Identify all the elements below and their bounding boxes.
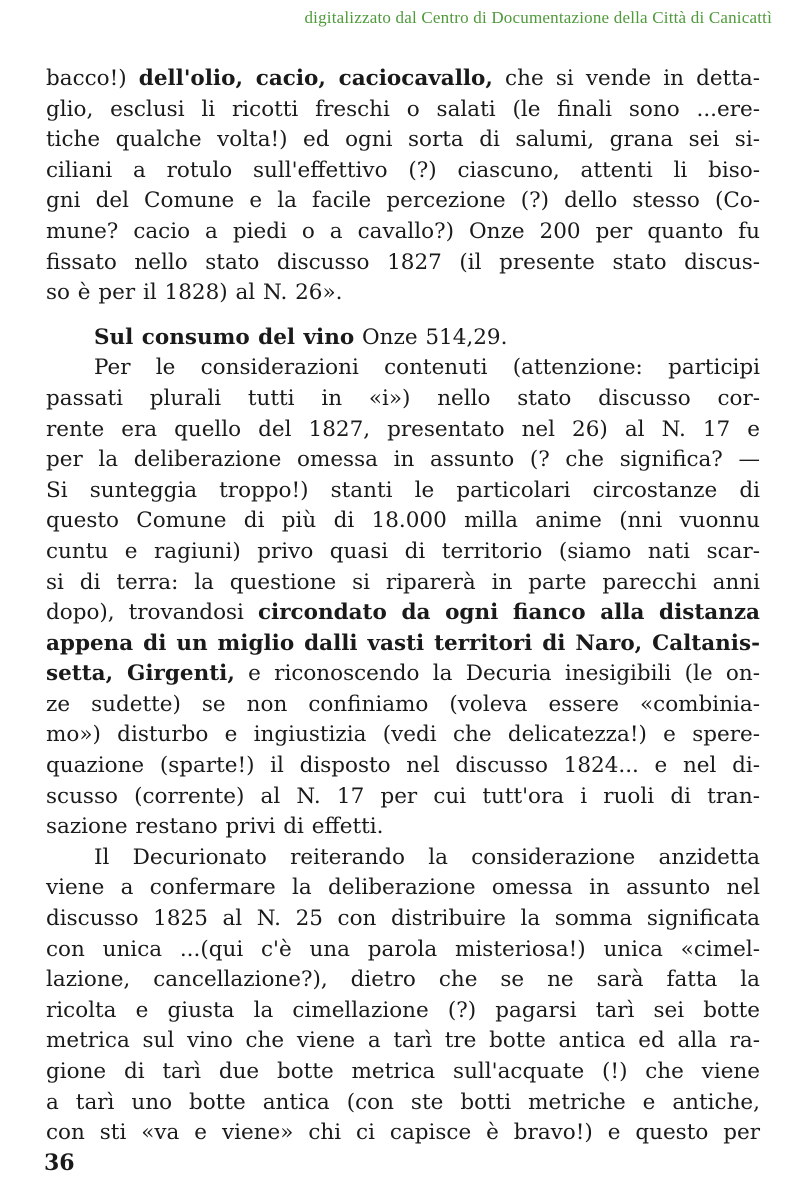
text-line <box>46 476 760 507</box>
text-line <box>46 812 760 843</box>
text-line <box>46 186 760 217</box>
text-line <box>46 384 760 415</box>
text-line <box>46 248 760 279</box>
text-segment: sazione restano privi di effetti. <box>46 814 384 840</box>
text-line <box>46 506 760 537</box>
text-segment: Per le considerazioni contenuti (attenzione: participi <box>94 355 760 381</box>
text-segment: mo») disturbo e ingiustizia (vedi che delicatezza!) e spere- <box>46 722 760 748</box>
text-segment: gione di tarì due botte metrica sull'acquate (!) che viene <box>46 1059 760 1084</box>
bold-text-segment: appena di un miglio dalli vasti territori di Naro, Caltanis- <box>46 630 760 656</box>
text-segment: che si vende in detta- <box>492 66 760 91</box>
text-segment: e riconoscendo la Decuria inesigibili (le on- <box>234 661 760 687</box>
text-line <box>46 353 760 384</box>
text-segment: glio, esclusi li ricotti freschi o salati (le finali sono ...ere- <box>46 96 760 122</box>
text-segment: metrica sul vino che viene a tarì tre botte antica ed alla ra- <box>46 1028 760 1054</box>
text-line <box>46 659 760 690</box>
text-segment: cuntu e ragiuni) privo quasi di territorio (siamo nati scar- <box>46 538 760 564</box>
text-line <box>46 843 760 874</box>
text-line <box>46 904 760 935</box>
text-line <box>46 751 760 782</box>
text-segment: tiche qualche volta!) ed ogni sorta di salumi, grana sei si- <box>46 127 760 153</box>
text-line <box>46 278 760 309</box>
page-number: 36 <box>44 1150 75 1176</box>
text-segment: a tarì uno botte antica (con ste botti metriche e antiche, <box>46 1089 760 1115</box>
text-line <box>46 873 760 904</box>
text-line <box>46 1118 760 1149</box>
text-line <box>46 690 760 721</box>
text-line <box>46 95 760 126</box>
text-segment: con unica ...(qui c'è una parola misteriosa!) unica «cimel- <box>46 936 760 962</box>
text-segment: si di terra: la questione si riparerà in parte parecchi anni <box>46 569 760 595</box>
text-segment: mune? cacio a piedi o a cavallo?) Onze 200 per quanto fu <box>46 218 760 244</box>
text-line <box>46 629 760 660</box>
text-segment: rente era quello del 1827, presentato nel 26) al N. 17 e <box>46 416 760 442</box>
text-line <box>46 1057 760 1088</box>
text-segment: fissato nello stato discusso 1827 (il presente stato discus- <box>46 249 760 275</box>
text-line <box>46 568 760 599</box>
text-line <box>46 537 760 568</box>
bold-text-segment: circondato da ogni fianco alla distanza <box>257 600 760 626</box>
text-line <box>46 415 760 446</box>
text-line <box>46 445 760 476</box>
text-segment: scusso (corrente) al N. 17 per cui tutt'ora i ruoli di tran- <box>46 783 760 809</box>
text-line <box>46 996 760 1027</box>
text-segment: per la deliberazione omessa in assunto (? che significa? — <box>46 447 760 473</box>
text-segment: ze sudette) se non confiniamo (voleva essere «combinia- <box>46 691 760 717</box>
text-segment: Si sunteggia troppo!) stanti le particolari circostanze di <box>46 477 760 503</box>
text-segment: con sti «va e viene» chi ci capisce è bravo!) e questo per <box>46 1120 760 1146</box>
text-line <box>46 720 760 751</box>
bold-text-segment: dell'olio, cacio, caciocavallo, <box>138 66 493 91</box>
text-line <box>46 598 760 629</box>
text-line <box>46 1026 760 1057</box>
text-line <box>46 64 760 95</box>
digitization-credit-header: digitalizzato dal Centro di Documentazione della Città di Canicattì <box>304 8 772 27</box>
text-segment: passati plurali tutti in «i») nello stato discusso cor- <box>46 385 760 411</box>
text-segment: questo Comune di più di 18.000 milla anime (nni vuonnu <box>46 508 760 534</box>
text-segment: lazione, cancellazione?), dietro che se ne sarà fatta la <box>46 967 760 993</box>
text-segment: discusso 1825 al N. 25 con distribuire la somma significata <box>46 906 760 932</box>
body-text <box>46 64 760 1149</box>
text-line <box>46 782 760 813</box>
text-line <box>46 323 760 354</box>
text-segment: ciliani a rotulo sull'effettivo (?) ciascuno, attenti li biso- <box>46 157 760 183</box>
bold-text-segment: setta, Girgenti, <box>46 661 235 687</box>
text-line <box>46 125 760 156</box>
text-line <box>46 965 760 996</box>
text-line <box>46 1088 760 1119</box>
text-segment: Onze 514,29. <box>354 324 508 350</box>
text-line <box>46 156 760 187</box>
text-segment: quazione (sparte!) il disposto nel discusso 1824... e nel di- <box>46 753 760 779</box>
text-segment: so è per il 1828) al N. 26». <box>46 280 343 306</box>
bold-text-segment: Sul consumo del vino <box>94 324 355 350</box>
text-segment: viene a confermare la deliberazione omessa in assunto nel <box>46 875 760 901</box>
text-line <box>46 217 760 248</box>
text-segment: gni del Comune e la facile percezione (?) dello stesso (Co- <box>46 188 760 214</box>
text-segment: Il Decurionato reiterando la considerazione anzidetta <box>94 844 760 870</box>
text-segment: bacco!) <box>46 66 139 91</box>
text-segment: ricolta e giusta la cimellazione (?) pagarsi tarì sei botte <box>46 997 760 1023</box>
text-line <box>46 935 760 966</box>
text-segment: dopo), trovandosi <box>46 600 258 626</box>
